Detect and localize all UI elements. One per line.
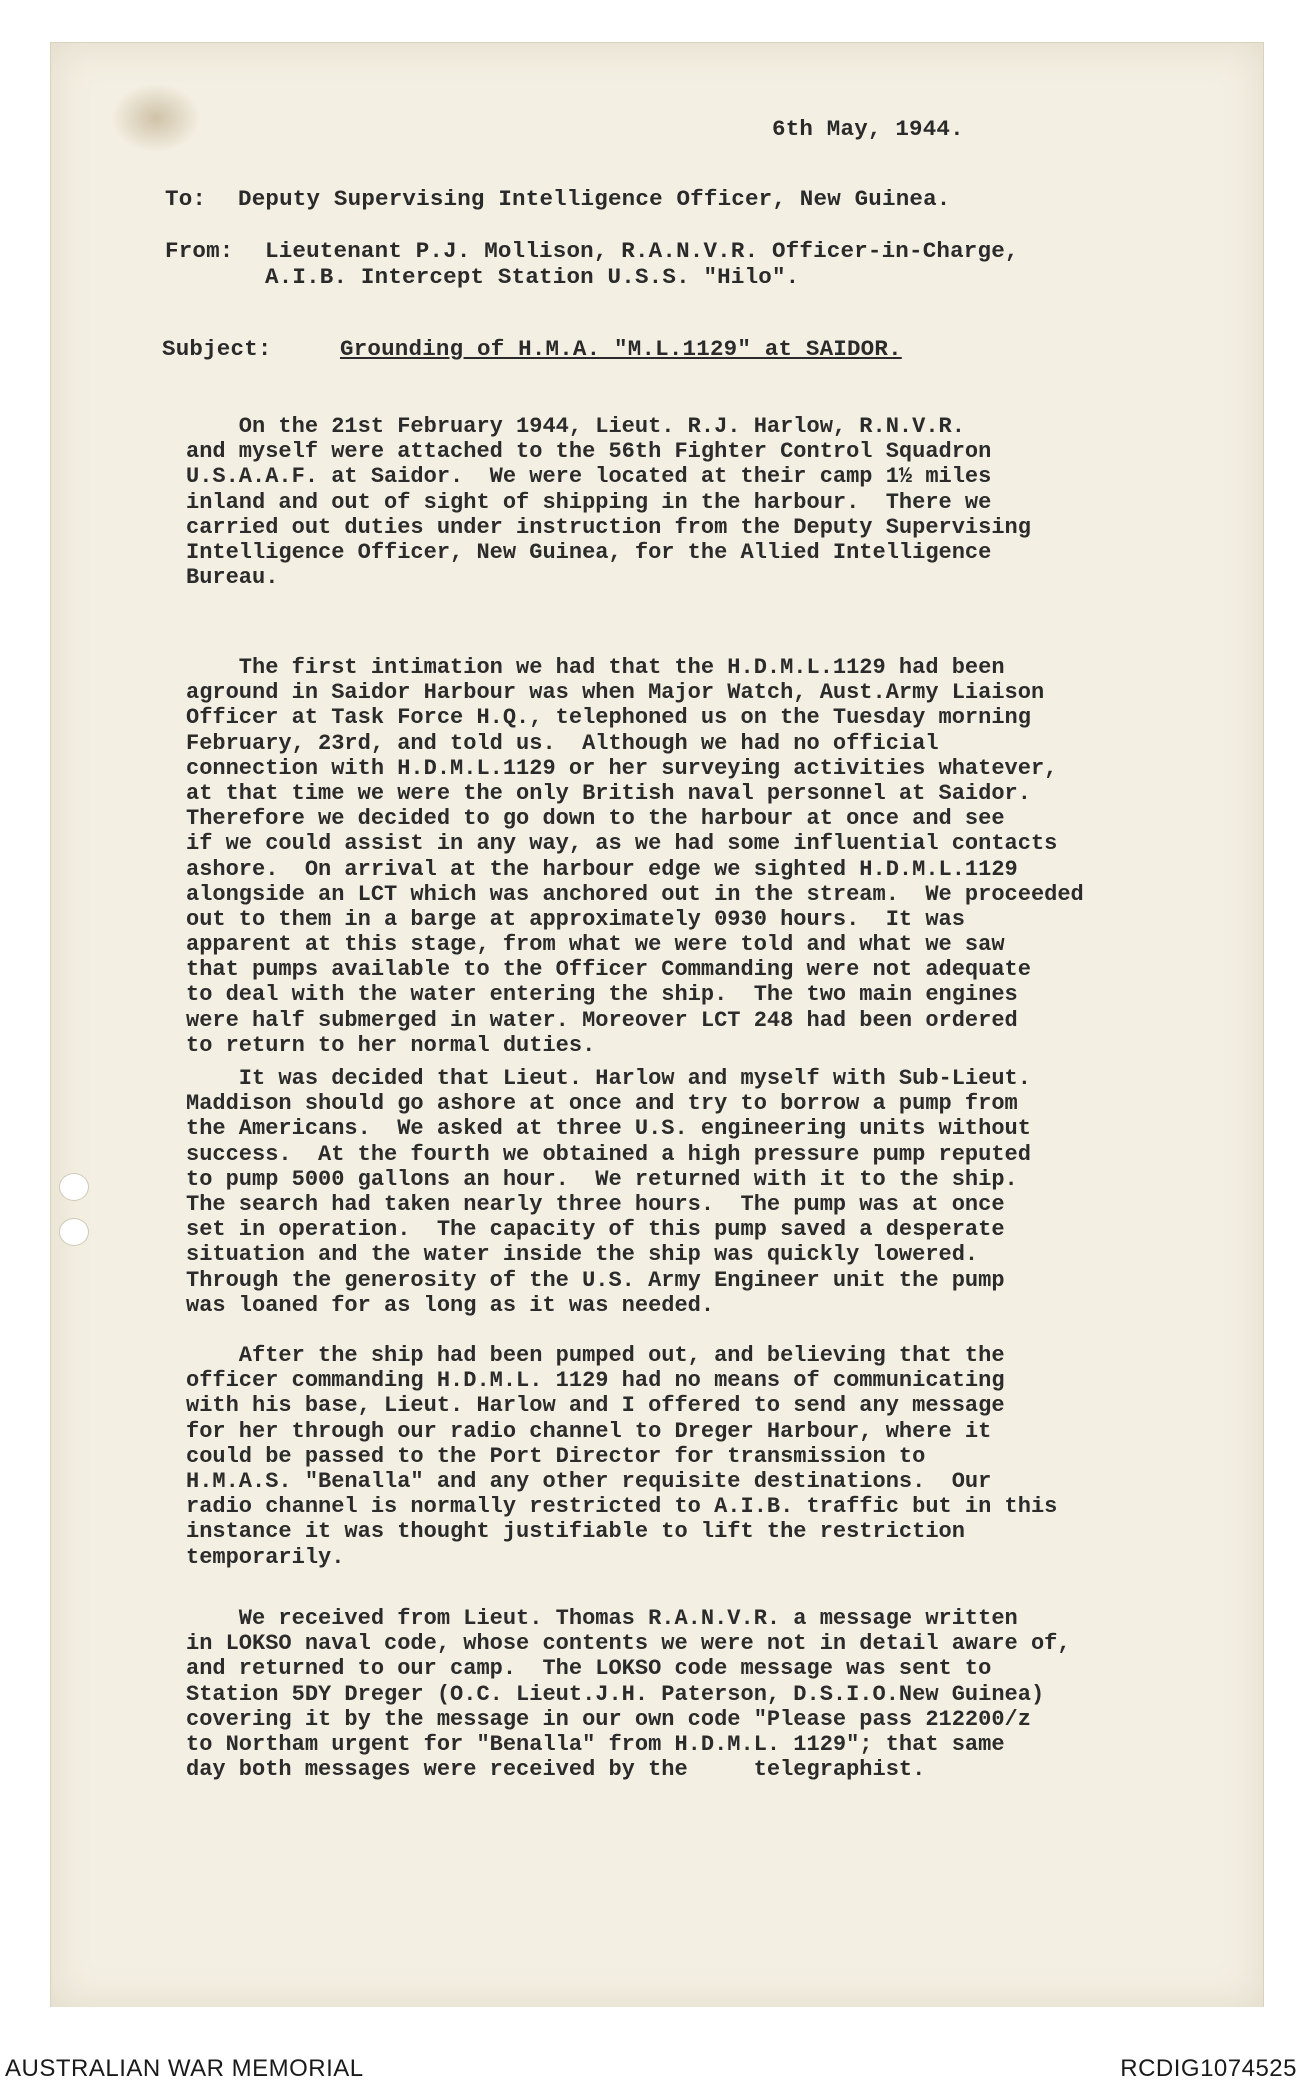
text-line: On the 21st February 1944, Lieut. R.J. Harlow, R.N.V.R. xyxy=(186,414,965,439)
text-line: Bureau. xyxy=(186,565,279,591)
footer-reference-id: RCDIG1074525 xyxy=(1120,2055,1297,2082)
punch-hole xyxy=(59,1173,89,1201)
body-paragraph-5 xyxy=(186,1606,1186,1782)
text-line: carried out duties under instruction from the Deputy Supervising xyxy=(186,514,1031,540)
from-label: From: xyxy=(165,238,234,264)
text-line: and myself were attached to the 56th Fighter Control Squadron xyxy=(186,439,992,465)
to-recipient: Deputy Supervising Intelligence Officer, New Guinea. xyxy=(238,186,951,212)
body-paragraph-2 xyxy=(186,655,1186,1058)
text-line: It was decided that Lieut. Harlow and myself with Sub-Lieut. xyxy=(186,1066,1031,1091)
text-line: radio channel is normally restricted to A.I.B. traffic but in this xyxy=(186,1494,1058,1520)
text-line: success. At the fourth we obtained a high pressure pump reputed xyxy=(186,1141,1031,1167)
text-line: to pump 5000 gallons an hour. We returned with it to the ship. xyxy=(186,1166,1018,1192)
text-line: temporarily. xyxy=(186,1544,345,1570)
text-line: was loaned for as long as it was needed. xyxy=(186,1292,715,1318)
text-line: apparent at this stage, from what we were told and what we saw xyxy=(186,932,1005,958)
text-line: if we could assist in any way, as we had some influential contacts xyxy=(186,831,1058,857)
from-sender-line-2: A.I.B. Intercept Station U.S.S. "Hilo". xyxy=(265,264,800,290)
body-paragraph-1 xyxy=(186,414,1186,590)
from-sender-line-1: Lieutenant P.J. Mollison, R.A.N.V.R. Officer-in-Charge, xyxy=(265,238,1019,264)
text-line: the Americans. We asked at three U.S. engineering units without xyxy=(186,1116,1031,1142)
subject-title: Grounding of H.M.A. "M.L.1129" at SAIDOR. xyxy=(340,336,902,362)
text-line: set in operation. The capacity of this pump saved a desperate xyxy=(186,1217,1005,1243)
text-line: Officer at Task Force H.Q., telephoned us on the Tuesday morning xyxy=(186,705,1031,731)
to-label: To: xyxy=(165,186,207,212)
text-line: for her through our radio channel to Dreger Harbour, where it xyxy=(186,1418,992,1444)
text-line: ashore. On arrival at the harbour edge we sighted H.D.M.L.1129 xyxy=(186,856,1018,882)
punch-hole xyxy=(59,1218,89,1246)
text-line: that pumps available to the Officer Commanding were not adequate xyxy=(186,957,1031,983)
text-line: to Northam urgent for "Benalla" from H.D.M.L. 1129"; that same xyxy=(186,1731,1005,1757)
text-line: aground in Saidor Harbour was when Major Watch, Aust.Army Liaison xyxy=(186,680,1045,706)
text-line: February, 23rd, and told us. Although we had no official xyxy=(186,730,939,756)
text-line: day both messages were received by the telegraphist. xyxy=(186,1757,926,1783)
text-line: inland and out of sight of shipping in the harbour. There we xyxy=(186,489,992,515)
body-paragraph-3 xyxy=(186,1066,1186,1318)
footer-institution: AUSTRALIAN WAR MEMORIAL xyxy=(5,2055,364,2082)
text-line: and returned to our camp. The LOKSO code message was sent to xyxy=(186,1656,992,1682)
letter-date: 6th May, 1944. xyxy=(772,116,964,142)
text-line: We received from Lieut. Thomas R.A.N.V.R. a message written xyxy=(186,1606,1018,1631)
text-line: Through the generosity of the U.S. Army Engineer unit the pump xyxy=(186,1267,1005,1293)
text-line: to return to her normal duties. xyxy=(186,1032,596,1058)
text-line: U.S.A.A.F. at Saidor. We were located at their camp 1½ miles xyxy=(186,464,992,490)
archive-footer xyxy=(0,2007,1307,2082)
text-line: situation and the water inside the ship was quickly lowered. xyxy=(186,1242,979,1268)
subject-label: Subject: xyxy=(162,336,272,362)
text-line: were half submerged in water. Moreover LCT 248 had been ordered xyxy=(186,1007,1018,1033)
paper-stain xyxy=(111,83,201,153)
text-line: could be passed to the Port Director for transmission to xyxy=(186,1443,926,1469)
text-line: alongside an LCT which was anchored out in the stream. We proceeded xyxy=(186,881,1084,907)
text-line: H.M.A.S. "Benalla" and any other requisite destinations. Our xyxy=(186,1468,992,1494)
text-line: The first intimation we had that the H.D.M.L.1129 had been xyxy=(186,655,1005,680)
text-line: at that time we were the only British naval personnel at Saidor. xyxy=(186,780,1031,806)
text-line: The search had taken nearly three hours. The pump was at once xyxy=(186,1191,1005,1217)
text-line: Therefore we decided to go down to the harbour at once and see xyxy=(186,806,1005,832)
text-line: out to them in a barge at approximately 0930 hours. It was xyxy=(186,906,965,932)
text-line: with his base, Lieut. Harlow and I offered to send any message xyxy=(186,1393,1005,1419)
text-line: Maddison should go ashore at once and try to borrow a pump from xyxy=(186,1091,1018,1117)
text-line: covering it by the message in our own code "Please pass 212200/z xyxy=(186,1706,1031,1732)
text-line: Station 5DY Dreger (O.C. Lieut.J.H. Paterson, D.S.I.O.New Guinea) xyxy=(186,1681,1045,1707)
text-line: After the ship had been pumped out, and believing that the xyxy=(186,1343,1005,1368)
text-line: instance it was thought justifiable to lift the restriction xyxy=(186,1519,965,1545)
text-line: Intelligence Officer, New Guinea, for the Allied Intelligence xyxy=(186,539,992,565)
text-line: in LOKSO naval code, whose contents we were not in detail aware of, xyxy=(186,1631,1071,1657)
text-line: connection with H.D.M.L.1129 or her surveying activities whatever, xyxy=(186,755,1058,781)
text-line: officer commanding H.D.M.L. 1129 had no means of communicating xyxy=(186,1368,1005,1394)
body-paragraph-4 xyxy=(186,1343,1186,1570)
text-line: to deal with the water entering the ship. The two main engines xyxy=(186,982,1018,1008)
